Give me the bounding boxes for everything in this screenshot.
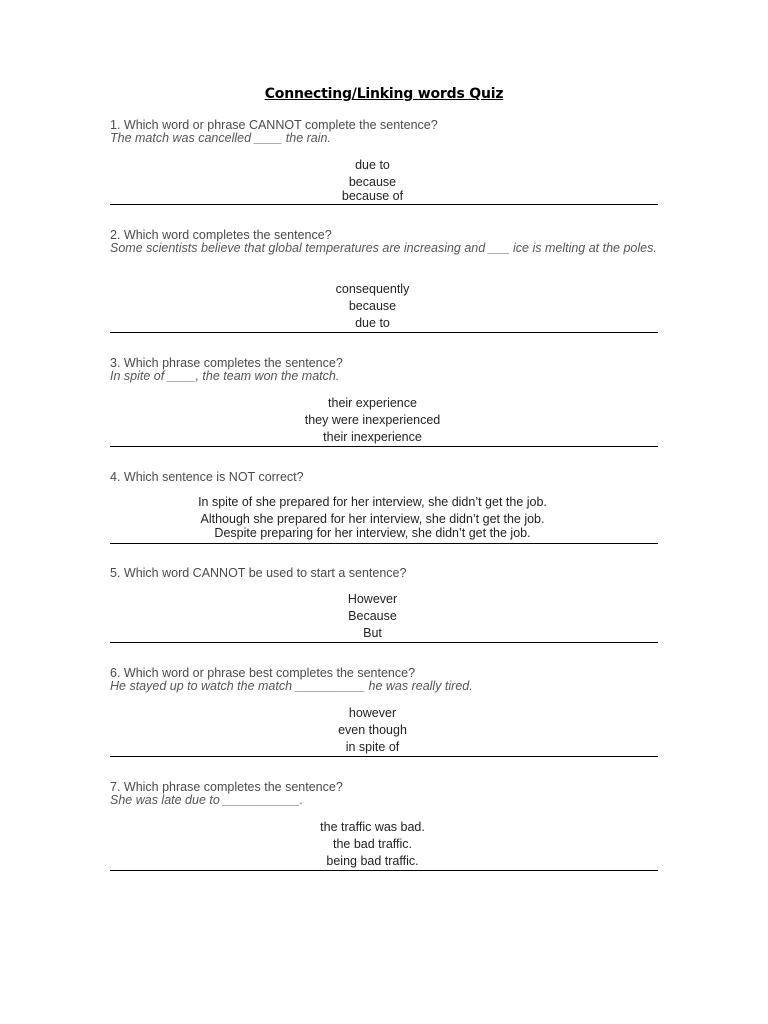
question-7-options xyxy=(110,819,635,870)
question-prompt: 7. Which phrase completes the sentence? xyxy=(110,780,343,794)
answer-option[interactable]: even though xyxy=(338,723,407,737)
question-5 xyxy=(110,566,658,580)
question-2 xyxy=(110,228,658,255)
divider-line xyxy=(110,870,658,871)
question-sentence: In spite of ____, the team won the match. xyxy=(110,369,340,383)
question-3 xyxy=(110,356,658,383)
divider-line xyxy=(110,204,658,205)
answer-option[interactable]: However xyxy=(347,592,398,606)
answer-option[interactable]: because xyxy=(348,175,397,189)
divider-line xyxy=(110,543,658,544)
question-5-options xyxy=(110,591,635,642)
answer-option[interactable]: But xyxy=(363,626,382,640)
question-prompt: 6. Which word or phrase best completes the sentence? xyxy=(110,666,416,680)
question-prompt: 3. Which phrase completes the sentence? xyxy=(110,356,343,370)
answer-option[interactable]: their inexperience xyxy=(323,430,422,444)
answer-option[interactable]: Although she prepared for her interview, she didn’t get the job. xyxy=(200,512,545,526)
answer-option[interactable]: Because xyxy=(348,609,397,623)
answer-option[interactable]: consequently xyxy=(335,282,410,296)
answer-option[interactable]: in spite of xyxy=(345,740,400,754)
answer-option[interactable]: their experience xyxy=(328,396,417,410)
question-sentence: She was late due to ___________. xyxy=(110,793,304,807)
question-1 xyxy=(110,118,658,145)
page-title: Connecting/Linking words Quiz xyxy=(264,86,504,102)
answer-option[interactable]: the bad traffic. xyxy=(333,837,412,851)
answer-option[interactable]: being bad traffic. xyxy=(326,854,419,868)
question-sentence: The match was cancelled ____ the rain. xyxy=(110,131,331,145)
question-sentence: He stayed up to watch the match __________ he was really tired. xyxy=(110,679,473,693)
question-4 xyxy=(110,470,658,484)
answer-option[interactable]: because of xyxy=(341,189,404,203)
divider-line xyxy=(110,446,658,447)
question-1-options xyxy=(110,157,635,205)
answer-option[interactable]: because xyxy=(348,299,397,313)
answer-option[interactable]: Despite preparing for her interview, she didn’t get the job. xyxy=(214,526,531,540)
divider-line xyxy=(110,642,658,643)
answer-option[interactable]: due to xyxy=(355,158,390,172)
question-prompt: 4. Which sentence is NOT correct? xyxy=(110,470,304,484)
question-prompt: 5. Which word CANNOT be used to start a sentence? xyxy=(110,566,407,580)
divider-line xyxy=(110,756,658,757)
question-sentence: Some scientists believe that global temperatures are increasing and ___ ice is melting at the poles. xyxy=(110,241,657,255)
answer-option[interactable]: they were inexperienced xyxy=(304,413,441,427)
question-6 xyxy=(110,666,658,693)
question-3-options xyxy=(110,395,635,446)
question-4-options xyxy=(110,494,635,542)
answer-option[interactable]: however xyxy=(348,706,397,720)
question-prompt: 1. Which word or phrase CANNOT complete the sentence? xyxy=(110,118,438,132)
answer-option[interactable]: due to xyxy=(355,316,390,330)
divider-line xyxy=(110,332,658,333)
question-2-options xyxy=(110,281,635,332)
question-6-options xyxy=(110,705,635,756)
question-prompt: 2. Which word completes the sentence? xyxy=(110,228,332,242)
answer-option[interactable]: In spite of she prepared for her interview, she didn’t get the job. xyxy=(198,495,547,509)
answer-option[interactable]: the traffic was bad. xyxy=(320,820,425,834)
question-7 xyxy=(110,780,658,807)
